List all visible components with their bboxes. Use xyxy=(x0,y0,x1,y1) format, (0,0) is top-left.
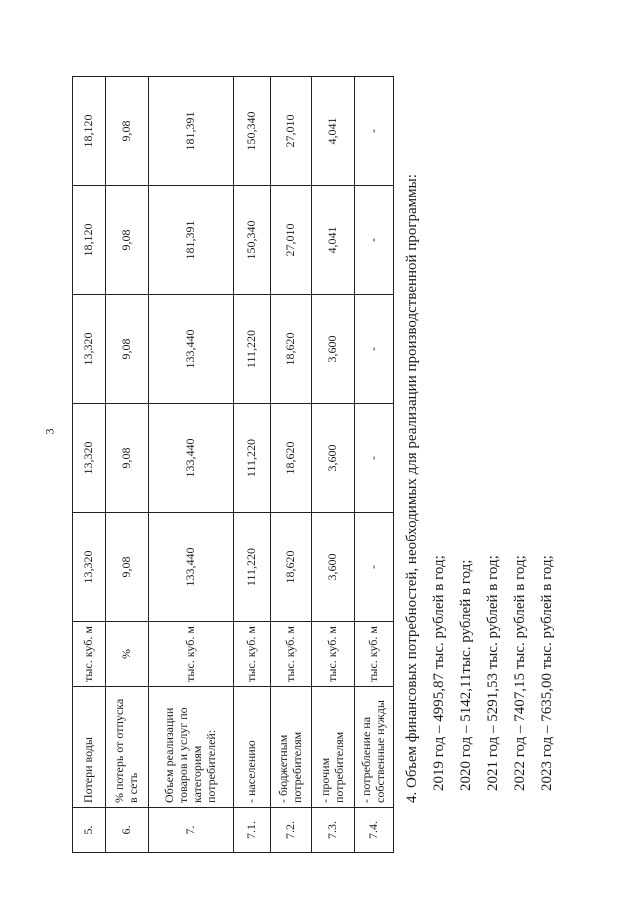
row-number: 5. xyxy=(73,808,106,853)
row-value: 150,340 xyxy=(234,77,271,186)
row-number: 6. xyxy=(106,808,149,853)
row-value: 13,320 xyxy=(73,513,106,622)
row-value: 111,220 xyxy=(234,295,271,404)
table-row xyxy=(355,77,394,853)
row-value: 111,220 xyxy=(234,404,271,513)
section-heading: 4. Объем финансовых потребностей, необходимых для реализации производственной программы: xyxy=(404,174,420,803)
row-value: 3,600 xyxy=(312,404,355,513)
row-value: 9,08 xyxy=(106,295,149,404)
row-value: 181,391 xyxy=(149,77,234,186)
row-value: 4,041 xyxy=(312,77,355,186)
row-value: 18,120 xyxy=(73,186,106,295)
financing-line: 2020 год – 5142,11тыс. рублей в год; xyxy=(458,559,474,791)
row-value: 133,440 xyxy=(149,404,234,513)
row-value: - xyxy=(355,186,394,295)
row-unit: тыс. куб. м xyxy=(312,622,355,687)
water-balance-table xyxy=(72,76,394,853)
row-name: % потерь от отпуска в сеть xyxy=(106,687,149,808)
row-value: - xyxy=(355,77,394,186)
table-row xyxy=(312,77,355,853)
financing-section xyxy=(404,43,566,803)
page-number: 3 xyxy=(42,428,57,435)
row-value: 111,220 xyxy=(234,513,271,622)
row-value: 18,620 xyxy=(271,404,312,513)
financing-line: 2019 год – 4995,87 тыс. рублей в год; xyxy=(431,555,447,791)
row-number: 7. xyxy=(149,808,234,853)
row-value: 3,600 xyxy=(312,513,355,622)
table-row xyxy=(149,77,234,853)
row-name: Потери воды xyxy=(73,687,106,808)
row-value: - xyxy=(355,404,394,513)
row-value: 133,440 xyxy=(149,513,234,622)
row-value: 18,620 xyxy=(271,295,312,404)
row-name: - населению xyxy=(234,687,271,808)
row-value: 18,120 xyxy=(73,77,106,186)
table-row xyxy=(234,77,271,853)
financing-line: 2023 год – 7635,00 тыс. рублей в год; xyxy=(539,555,555,791)
row-value: 133,440 xyxy=(149,295,234,404)
row-value: 18,620 xyxy=(271,513,312,622)
row-value: 9,08 xyxy=(106,404,149,513)
row-value: 3,600 xyxy=(312,295,355,404)
row-value: 27,010 xyxy=(271,186,312,295)
row-unit: тыс. куб. м xyxy=(73,622,106,687)
row-unit: % xyxy=(106,622,149,687)
row-unit: тыс. куб. м xyxy=(355,622,394,687)
row-number: 7.1. xyxy=(234,808,271,853)
row-value: 27,010 xyxy=(271,77,312,186)
table-row xyxy=(106,77,149,853)
row-value: 150,340 xyxy=(234,186,271,295)
row-name: - потребление на собственные нужды xyxy=(355,687,394,808)
row-value: 13,320 xyxy=(73,295,106,404)
row-value: - xyxy=(355,295,394,404)
row-value: - xyxy=(355,513,394,622)
row-value: 9,08 xyxy=(106,186,149,295)
row-name: - прочим потребителям xyxy=(312,687,355,808)
financing-line: 2022 год – 7407,15 тыс. рублей в год; xyxy=(512,555,528,791)
row-name: - бюджетным потребителям xyxy=(271,687,312,808)
row-value: 13,320 xyxy=(73,404,106,513)
row-value: 9,08 xyxy=(106,513,149,622)
row-unit: тыс. куб. м xyxy=(234,622,271,687)
financing-line: 2021 год – 5291,53 тыс. рублей в год; xyxy=(485,555,501,791)
table-row xyxy=(73,77,106,853)
row-value: 4,041 xyxy=(312,186,355,295)
row-name: Объем реализации товаров и услуг по категориям потребителей: xyxy=(149,687,234,808)
table-row xyxy=(271,77,312,853)
row-number: 7.2. xyxy=(271,808,312,853)
row-value: 9,08 xyxy=(106,77,149,186)
row-unit: тыс. куб. м xyxy=(149,622,234,687)
row-number: 7.3. xyxy=(312,808,355,853)
row-number: 7.4. xyxy=(355,808,394,853)
row-value: 181,391 xyxy=(149,186,234,295)
row-unit: тыс. куб. м xyxy=(271,622,312,687)
